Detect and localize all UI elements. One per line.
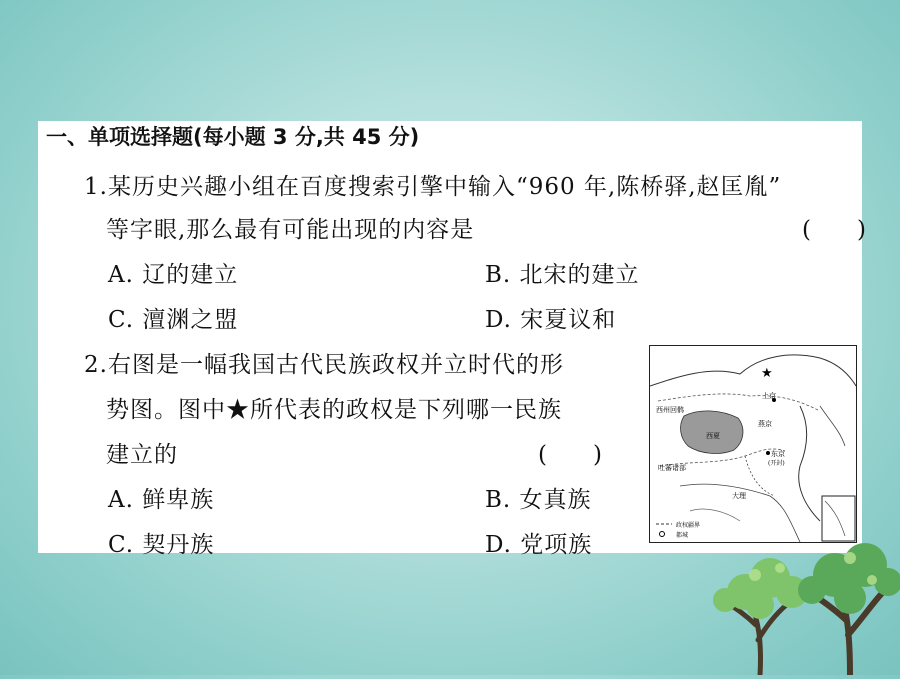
question-1-stem-line1: 1.某历史兴趣小组在百度搜索引擎中输入“960 年,陈桥驿,赵匡胤” (84, 174, 782, 200)
decorative-trees (700, 520, 900, 675)
map-label-shangjing: 上京 (762, 392, 776, 400)
question-1-option-c[interactable]: C. 澶渊之盟 (108, 307, 239, 333)
map-label-dongjing: 东京 (771, 450, 785, 458)
question-2-answer-paren: ( ) (538, 442, 602, 468)
tree-icon (700, 520, 900, 675)
question-1-option-b[interactable]: B. 北宋的建立 (485, 262, 640, 288)
map-label-tubo: 吐蕃诸部 (658, 464, 686, 472)
question-2-option-c[interactable]: C. 契丹族 (108, 532, 215, 558)
map-legend-capital: 都城 (676, 532, 689, 539)
question-2-option-d[interactable]: D. 党项族 (485, 532, 593, 558)
map-label-xizhou: 西州回鹘 (656, 406, 684, 414)
question-1-option-a[interactable]: A. 辽的建立 (108, 262, 239, 288)
svg-text:★: ★ (761, 366, 773, 381)
map-legend-border: 政权疆界 (676, 522, 701, 529)
question-2-stem-line3: 建立的 (106, 442, 178, 468)
question-2-option-a[interactable]: A. 鲜卑族 (108, 487, 215, 513)
question-1-answer-paren: ( ) (802, 217, 866, 243)
map-label-kaifeng: (开封) (768, 460, 785, 467)
historical-map (649, 345, 857, 543)
map-label-yanjing: 燕京 (758, 420, 772, 428)
map-label-xixia: 西夏 (706, 432, 720, 440)
map-label-dali: 大理 (732, 492, 746, 500)
section-heading: 一、单项选择题(每小题 3 分,共 45 分) (46, 125, 420, 149)
question-1-stem-line2: 等字眼,那么最有可能出现的内容是 (106, 217, 475, 243)
question-2-option-b[interactable]: B. 女真族 (485, 487, 592, 513)
question-1-option-d[interactable]: D. 宋夏议和 (485, 307, 617, 333)
question-2-stem-line1: 2.右图是一幅我国古代民族政权并立时代的形 (84, 352, 564, 378)
question-card (38, 121, 866, 558)
historical-map-drawing (650, 346, 856, 542)
question-2-stem-line2: 势图。图中★所代表的政权是下列哪一民族 (106, 397, 562, 423)
